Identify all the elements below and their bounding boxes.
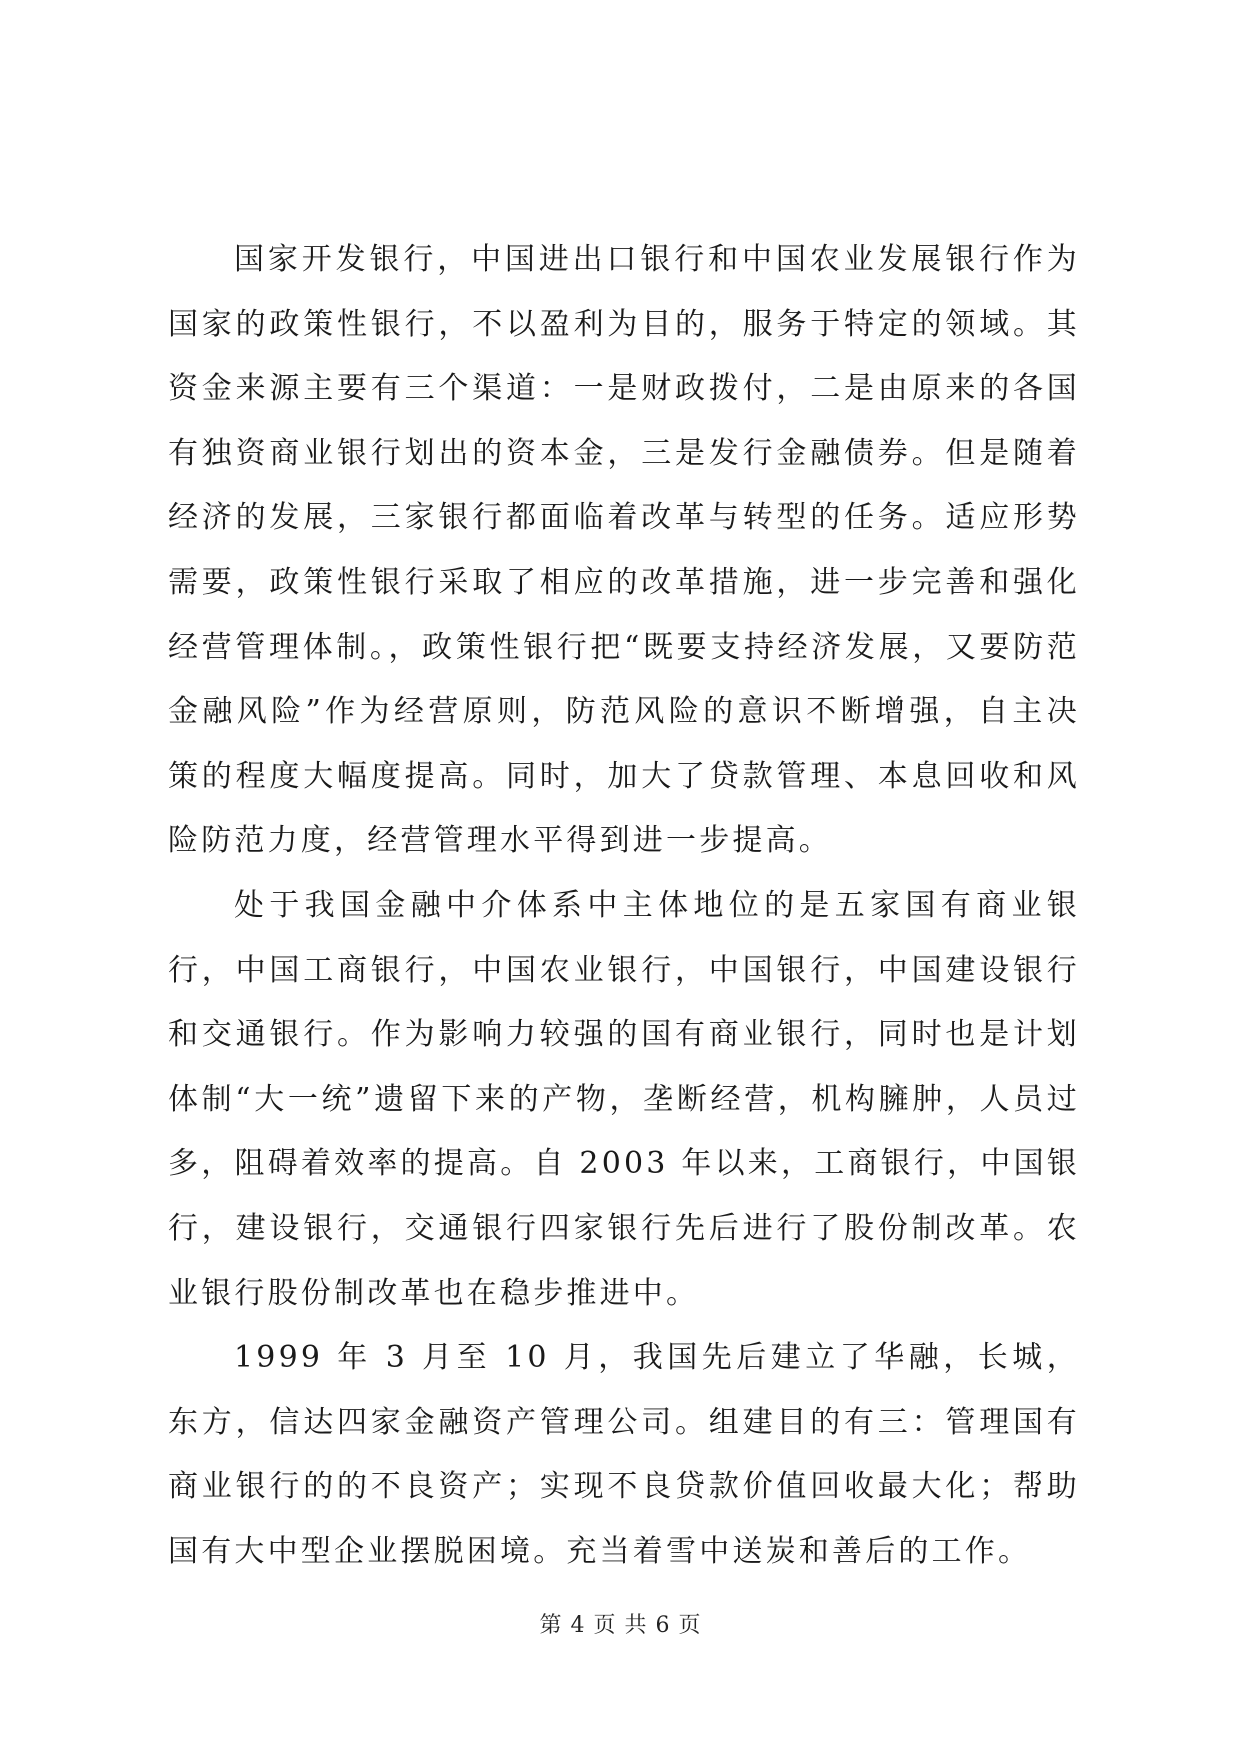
body-text xyxy=(168,228,1080,1584)
paragraph-state-commercial-banks: 处于我国金融中介体系中主体地位的是五家国有商业银行，中国工商银行，中国农业银行，中国银行，中国建设银行和交通银行。作为影响力较强的国有商业银行，同时也是计划体制“大一统”遗留下来的产物，垄断经营，机构臃肿，人员过多，阻碍着效率的提高。自 2003 年以来，工商银行，中国银行，建设银行，交通银行四家银行先后进行了股份制改革。农业银行股份制改革也在稳步推进中。 xyxy=(168,887,1080,1311)
paragraph-policy-banks: 国家开发银行，中国进出口银行和中国农业发展银行作为国家的政策性银行，不以盈利为目的，服务于特定的领域。其资金来源主要有三个渠道：一是财政拨付，二是由原来的各国有独资商业银行划出的资本金，三是发行金融债券。但是随着经济的发展，三家银行都面临着改革与转型的任务。适应形势需要，政策性银行采取了相应的改革措施，进一步完善和强化经营管理体制。，政策性银行把“既要支持经济发展，又要防范金融风险”作为经营原则，防范风险的意识不断增强，自主决策的程度大幅度提高。同时，加大了贷款管理、本息回收和风险防范力度，经营管理水平得到进一步提高。 xyxy=(168,242,1080,859)
page-footer: 第 4 页 共 6 页 xyxy=(539,1613,702,1638)
paragraph-asset-management-companies: 1999 年 3 月至 10 月，我国先后建立了华融，长城，东方，信达四家金融资产管理公司。组建目的有三：管理国有商业银行的的不良资产；实现不良贷款价值回收最大化；帮助国有大中型企业摆脱困境。充当着雪中送炭和善后的工作。 xyxy=(168,1340,1080,1569)
